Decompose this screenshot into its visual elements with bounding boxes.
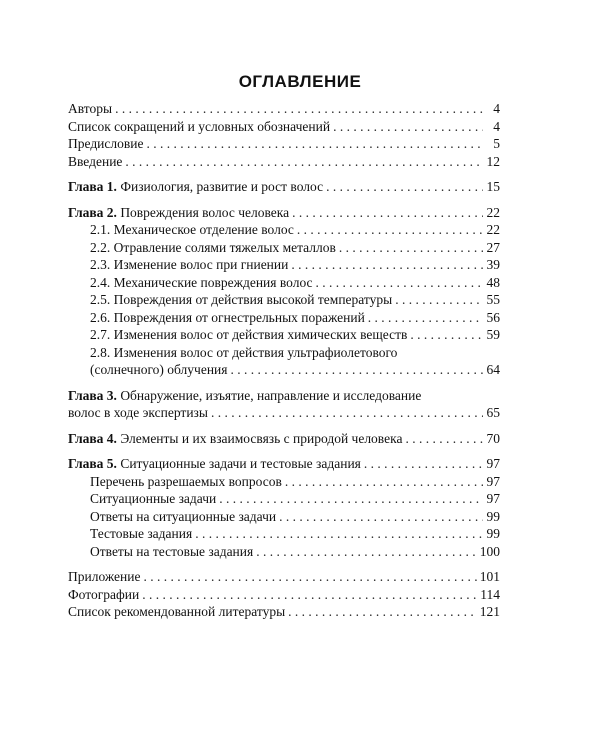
leader-dots bbox=[195, 525, 483, 543]
toc-page-number: 121 bbox=[479, 604, 500, 619]
toc-entry-2-3[interactable] bbox=[68, 256, 500, 274]
toc-entry-2-7[interactable] bbox=[68, 326, 500, 344]
chapter-prefix: Глава 5. bbox=[68, 456, 117, 471]
toc-entry-label: 2.8. Изменения волос от действия ультрафиолетового bbox=[90, 344, 398, 360]
leader-dots bbox=[326, 178, 483, 196]
leader-dots bbox=[256, 543, 477, 561]
toc-page-number: 55 bbox=[486, 292, 500, 307]
chapter-title: Элементы и их взаимосвязь с природой человека bbox=[120, 430, 403, 446]
toc-entry-test-answers[interactable] bbox=[68, 543, 500, 561]
leader-dots bbox=[339, 239, 483, 257]
toc-entry-2-1[interactable] bbox=[68, 221, 500, 239]
toc-page-number: 15 bbox=[486, 179, 500, 194]
toc-entry-label: Ответы на тестовые задания bbox=[90, 543, 254, 559]
toc-entry-label: (солнечного) облучения bbox=[90, 362, 228, 377]
leader-dots bbox=[297, 221, 483, 239]
toc-entry-label: Тестовые задания bbox=[90, 526, 193, 541]
toc-page-number: 22 bbox=[486, 222, 500, 237]
toc-page-number: 56 bbox=[486, 309, 500, 325]
toc-entry-literature[interactable] bbox=[68, 603, 500, 621]
chapter-prefix: Глава 1. bbox=[68, 179, 117, 194]
chapter-title: Повреждения волос человека bbox=[120, 204, 290, 220]
toc-entry-tests[interactable] bbox=[68, 525, 500, 543]
toc-entry-label: Список сокращений и условных обозначений bbox=[68, 118, 331, 134]
toc-entry-label: 2.7. Изменения волос от действия химических веществ bbox=[90, 327, 408, 342]
toc-page-number: 12 bbox=[486, 153, 500, 169]
toc-entry-2-5[interactable] bbox=[68, 291, 500, 309]
leader-dots bbox=[410, 326, 483, 344]
toc-entry-2-8-cont[interactable] bbox=[68, 361, 500, 379]
toc-entry-label: 2.2. Отравление солями тяжелых металлов bbox=[90, 239, 336, 255]
toc-page-number: 27 bbox=[486, 239, 500, 255]
toc-page-number: 4 bbox=[493, 118, 500, 134]
toc-entry-chapter-3[interactable] bbox=[68, 387, 500, 405]
chapter-prefix: Глава 2. bbox=[68, 204, 117, 220]
toc-page-number: 70 bbox=[486, 430, 500, 446]
leader-dots bbox=[364, 455, 483, 473]
table-of-contents bbox=[68, 100, 500, 621]
toc-entry-label: 2.6. Повреждения от огнестрельных поражений bbox=[90, 309, 365, 325]
leader-dots bbox=[285, 473, 483, 491]
toc-entry-abbreviations[interactable] bbox=[68, 118, 500, 136]
toc-entry-label: Авторы bbox=[68, 101, 113, 116]
toc-entry-authors[interactable] bbox=[68, 100, 500, 118]
toc-entry-chapter-5[interactable] bbox=[68, 455, 500, 473]
toc-page-number: 22 bbox=[486, 204, 500, 220]
toc-entry-preface[interactable] bbox=[68, 135, 500, 153]
toc-entry-questions[interactable] bbox=[68, 473, 500, 491]
toc-entry-2-4[interactable] bbox=[68, 274, 500, 292]
chapter-prefix: Глава 4. bbox=[68, 430, 117, 446]
toc-entry-introduction[interactable] bbox=[68, 153, 500, 171]
chapter-prefix: Глава 3. bbox=[68, 387, 117, 403]
toc-page-number: 97 bbox=[486, 456, 500, 471]
toc-entry-label: волос в ходе экспертизы bbox=[68, 405, 208, 420]
leader-dots bbox=[142, 586, 477, 604]
toc-page-number: 4 bbox=[493, 101, 500, 116]
leader-dots bbox=[230, 361, 483, 379]
leader-dots bbox=[291, 256, 483, 274]
toc-page-number: 64 bbox=[486, 362, 500, 377]
toc-entry-2-6[interactable] bbox=[68, 309, 500, 327]
toc-page-number: 101 bbox=[479, 569, 500, 584]
leader-dots bbox=[288, 603, 477, 621]
toc-page-number: 97 bbox=[486, 473, 500, 489]
leader-dots bbox=[333, 118, 483, 136]
page-title: ОГЛАВЛЕНИЕ bbox=[238, 72, 362, 91]
leader-dots bbox=[125, 153, 483, 171]
toc-entry-label: 2.5. Повреждения от действия высокой температуры bbox=[90, 292, 393, 307]
leader-dots bbox=[395, 291, 483, 309]
toc-page-number: 59 bbox=[486, 327, 500, 342]
toc-entry-chapter-1[interactable] bbox=[68, 178, 500, 196]
toc-entry-label bbox=[68, 430, 402, 448]
toc-entry-label: Приложение bbox=[68, 569, 141, 584]
toc-entry-label: 2.1. Механическое отделение волос bbox=[90, 222, 294, 237]
leader-dots bbox=[143, 568, 476, 586]
leader-dots bbox=[316, 274, 483, 292]
toc-entry-label: Введение bbox=[68, 153, 123, 169]
leader-dots bbox=[146, 135, 483, 153]
toc-page-number: 97 bbox=[486, 491, 500, 506]
toc-entry-label: Перечень разрешаемых вопросов bbox=[90, 473, 282, 489]
toc-entry-photos[interactable] bbox=[68, 586, 500, 604]
toc-entry-label: Ответы на ситуационные задачи bbox=[90, 508, 277, 524]
toc-page-number: 114 bbox=[480, 586, 500, 602]
toc-page-number: 99 bbox=[486, 508, 500, 524]
toc-page-number: 100 bbox=[479, 543, 500, 559]
toc-entry-2-8[interactable] bbox=[68, 344, 500, 362]
toc-page-number: 39 bbox=[486, 257, 500, 272]
chapter-title: Ситуационные задачи и тестовые задания bbox=[120, 456, 361, 471]
toc-entry-task-answers[interactable] bbox=[68, 508, 500, 526]
toc-entry-label bbox=[68, 455, 361, 473]
toc-entry-label: Ситуационные задачи bbox=[90, 491, 217, 506]
leader-dots bbox=[368, 309, 483, 327]
toc-entry-2-2[interactable] bbox=[68, 239, 500, 257]
toc-entry-appendix[interactable] bbox=[68, 568, 500, 586]
toc-entry-label: Предисловие bbox=[68, 136, 144, 151]
chapter-title: Физиология, развитие и рост волос bbox=[120, 179, 324, 194]
toc-entry-label: Список рекомендованной литературы bbox=[68, 604, 286, 619]
toc-entry-tasks[interactable] bbox=[68, 490, 500, 508]
toc-entry-chapter-4[interactable] bbox=[68, 430, 500, 448]
toc-entry-label: 2.3. Изменение волос при гниении bbox=[90, 257, 289, 272]
toc-page-number: 48 bbox=[486, 274, 500, 290]
toc-entry-chapter-2[interactable] bbox=[68, 204, 500, 222]
toc-page-number: 65 bbox=[486, 405, 500, 420]
leader-dots bbox=[219, 490, 483, 508]
leader-dots bbox=[405, 430, 483, 448]
leader-dots bbox=[211, 404, 483, 422]
leader-dots bbox=[115, 100, 483, 118]
toc-entry-label: 2.4. Механические повреждения волос bbox=[90, 274, 313, 290]
chapter-title: Обнаружение, изъятие, направление и исследование bbox=[120, 387, 422, 403]
toc-entry-label bbox=[68, 178, 323, 196]
leader-dots bbox=[292, 204, 483, 222]
toc-entry-label bbox=[68, 387, 421, 405]
leader-dots bbox=[279, 508, 483, 526]
toc-entry-label: Фотографии bbox=[68, 586, 140, 602]
toc-page-number: 99 bbox=[486, 526, 500, 541]
toc-entry-chapter-3-cont[interactable] bbox=[68, 404, 500, 422]
toc-entry-label bbox=[68, 204, 289, 222]
toc-page-number: 5 bbox=[493, 136, 500, 151]
